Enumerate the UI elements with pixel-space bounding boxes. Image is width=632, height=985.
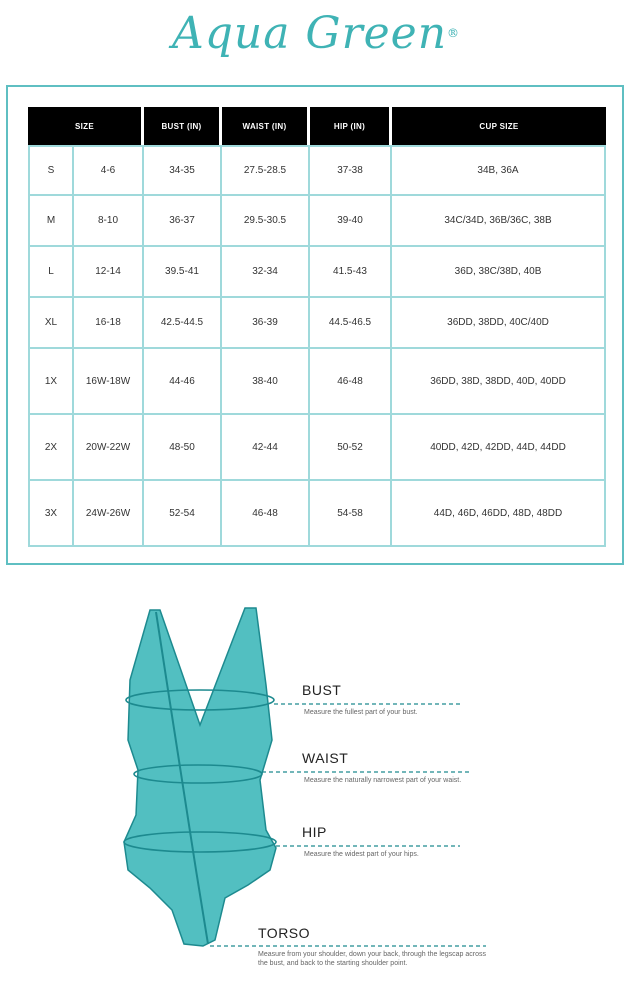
header-hip: HIP (IN) [310, 107, 392, 145]
torso-description: Measure from your shoulder, down your back, through the legscap across the bust, and back to the starting shoulder point. [258, 951, 487, 967]
bust-description: Measure the fullest part of your bust. [304, 709, 418, 716]
bust-title: BUST [302, 682, 342, 698]
cell-cup: 40DD, 42D, 42DD, 44D, 44DD [392, 415, 606, 481]
cell-size: 1X [28, 349, 74, 415]
cell-cup: 44D, 46D, 46DD, 48D, 48DD [392, 481, 606, 547]
cell-size: M [28, 196, 74, 247]
size-chart-table [28, 107, 606, 547]
cell-bust: 34-35 [144, 145, 222, 196]
cell-hip: 37-38 [310, 145, 392, 196]
cell-size-range: 16-18 [74, 298, 144, 349]
table-row [28, 349, 606, 415]
table-row [28, 196, 606, 247]
cell-waist: 38-40 [222, 349, 310, 415]
cell-hip: 44.5-46.5 [310, 298, 392, 349]
torso-title: TORSO [258, 925, 311, 941]
cell-bust: 36-37 [144, 196, 222, 247]
cell-bust: 44-46 [144, 349, 222, 415]
table-row [28, 247, 606, 298]
table-row [28, 145, 606, 196]
cell-bust: 42.5-44.5 [144, 298, 222, 349]
cell-hip: 54-58 [310, 481, 392, 547]
measurement-diagram [0, 580, 632, 985]
cell-bust: 52-54 [144, 481, 222, 547]
cell-size: S [28, 145, 74, 196]
header-size: SIZE [28, 107, 144, 145]
waist-title: WAIST [302, 750, 349, 766]
cell-cup: 36DD, 38D, 38DD, 40D, 40DD [392, 349, 606, 415]
cell-size: XL [28, 298, 74, 349]
cell-hip: 41.5-43 [310, 247, 392, 298]
cell-waist: 42-44 [222, 415, 310, 481]
table-row [28, 481, 606, 547]
cell-size: 3X [28, 481, 74, 547]
header-waist: WAIST (IN) [222, 107, 310, 145]
cell-size: L [28, 247, 74, 298]
table-header-row [28, 107, 606, 145]
cell-waist: 32-34 [222, 247, 310, 298]
table-row [28, 415, 606, 481]
brand-name: Aqua Green® [171, 8, 461, 59]
cell-hip: 39-40 [310, 196, 392, 247]
cell-cup: 36D, 38C/38D, 40B [392, 247, 606, 298]
cell-size-range: 16W-18W [74, 349, 144, 415]
cell-size-range: 12-14 [74, 247, 144, 298]
cell-bust: 39.5-41 [144, 247, 222, 298]
waist-description: Measure the naturally narrowest part of your waist. [304, 777, 462, 784]
hip-description: Measure the widest part of your hips. [304, 851, 419, 858]
cell-cup: 36DD, 38DD, 40C/40D [392, 298, 606, 349]
cell-size-range: 4-6 [74, 145, 144, 196]
cell-waist: 36-39 [222, 298, 310, 349]
registered-mark: ® [447, 26, 461, 40]
brand-logo [0, 0, 632, 78]
cell-waist: 46-48 [222, 481, 310, 547]
cell-waist: 29.5-30.5 [222, 196, 310, 247]
cell-hip: 46-48 [310, 349, 392, 415]
cell-size-range: 8-10 [74, 196, 144, 247]
table-row [28, 298, 606, 349]
cell-size-range: 20W-22W [74, 415, 144, 481]
cell-hip: 50-52 [310, 415, 392, 481]
cell-cup: 34B, 36A [392, 145, 606, 196]
header-cup-size: CUP SIZE [392, 107, 606, 145]
cell-waist: 27.5-28.5 [222, 145, 310, 196]
hip-title: HIP [302, 824, 327, 840]
cell-size: 2X [28, 415, 74, 481]
cell-bust: 48-50 [144, 415, 222, 481]
cell-size-range: 24W-26W [74, 481, 144, 547]
cell-cup: 34C/34D, 36B/36C, 38B [392, 196, 606, 247]
size-chart-frame [6, 85, 624, 565]
header-bust: BUST (IN) [144, 107, 222, 145]
